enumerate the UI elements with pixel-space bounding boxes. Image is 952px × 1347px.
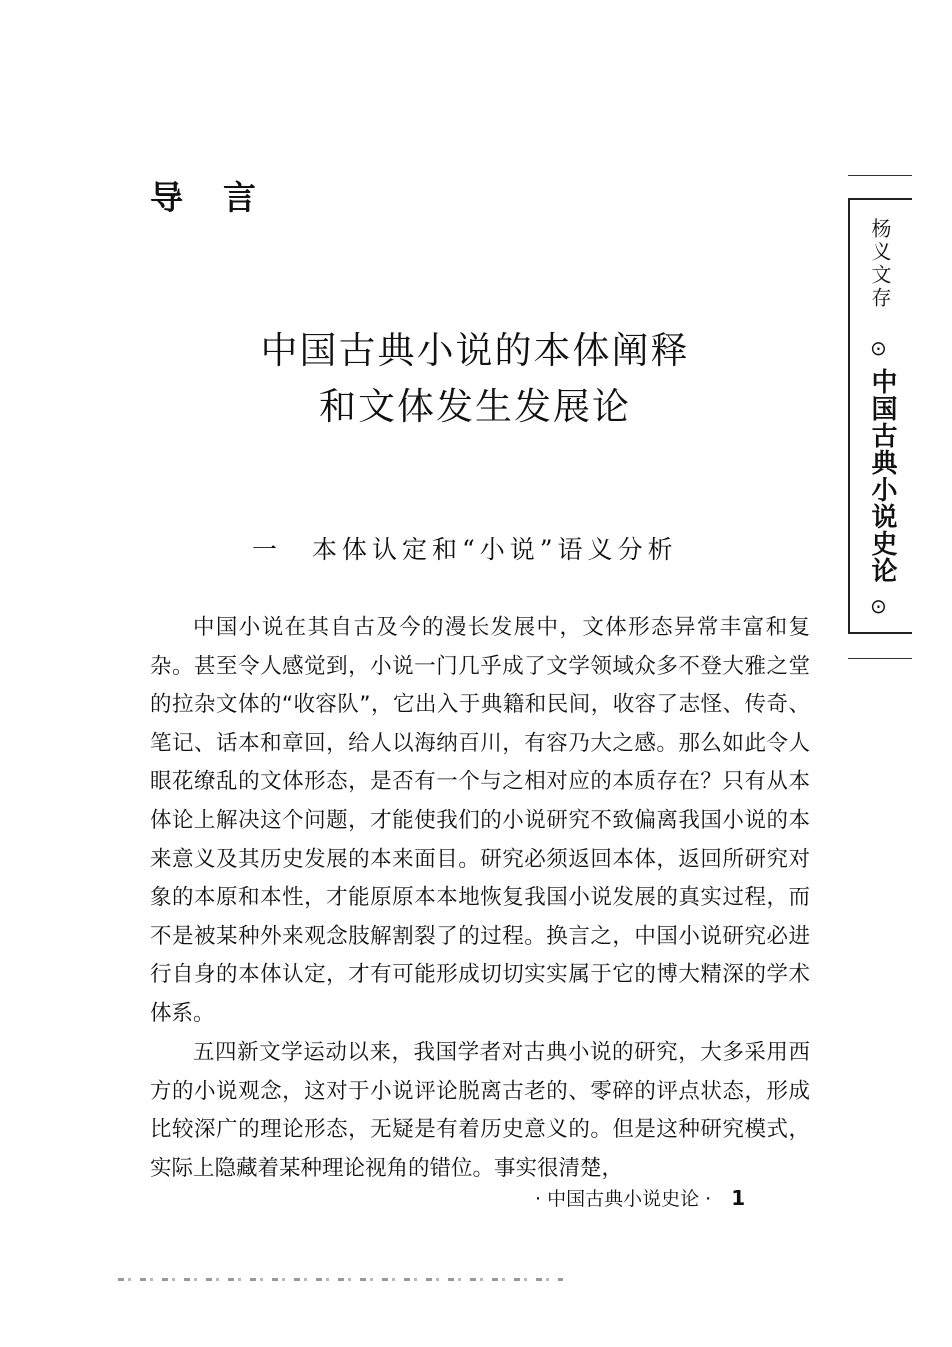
chapter-title-line-2: 和文体发生发展论: [319, 385, 631, 428]
page-number: 1: [731, 1186, 746, 1210]
sidebar-book-title: 中国古典小说史论: [867, 368, 897, 584]
chapter-title-line-1: 中国古典小说的本体阐释: [260, 329, 690, 372]
body-paragraph-2: 五四新文学运动以来，我国学者对古典小说的研究，大多采用西方的小说观念，这对于小说评论脱离古老的、零碎的评点状态，形成比较深广的理论形态，无疑是有着历史意义的。但是这种研究模式，实际上隐藏着某种理论视角的错位。事实很清楚，: [150, 1040, 810, 1181]
body-paragraph-1: 中国小说在其自古及今的漫长发展中，文体形态异常丰富和复杂。甚至令人感觉到，小说一门几乎成了文学领域众多不登大雅之堂的拉杂文体的“收容队”，它出入于典籍和民间，收容了志怪、传奇、笔记、话本和章回，给人以海纳百川，有容乃大之感。那么如此令人眼花缭乱的文体形态，是否有一个与之相对应的本质存在？只有从本体论上解决这个问题，才能使我们的小说研究不致偏离我国小说的本来意义及其历史发展的本来面目。研究必须返回本体，返回所研究对象的本原和本性，才能原原本本地恢复我国小说发展的真实过程，而不是被某种外来观念肢解割裂了的过程。换言之，中国小说研究必进行自身的本体认定，才有可能形成切切实实属于它的博大精深的学术体系。: [150, 615, 810, 1026]
section-label: 导言: [150, 178, 296, 217]
sidebar-bullet-icon: ⊙: [870, 336, 887, 360]
page-footer: [535, 1184, 745, 1211]
section-subheading: 一 本体认定和“小说”语义分析: [252, 535, 678, 564]
scan-artifact: [118, 1278, 563, 1281]
sidebar-top-rule: [848, 175, 912, 176]
sidebar-bullet-icon: ⊙: [870, 594, 887, 618]
running-title: · 中国古典小说史论 ·: [535, 1188, 712, 1210]
sidebar-bottom-rule: [848, 658, 912, 659]
sidebar-series-title: 杨义文存: [868, 218, 892, 310]
